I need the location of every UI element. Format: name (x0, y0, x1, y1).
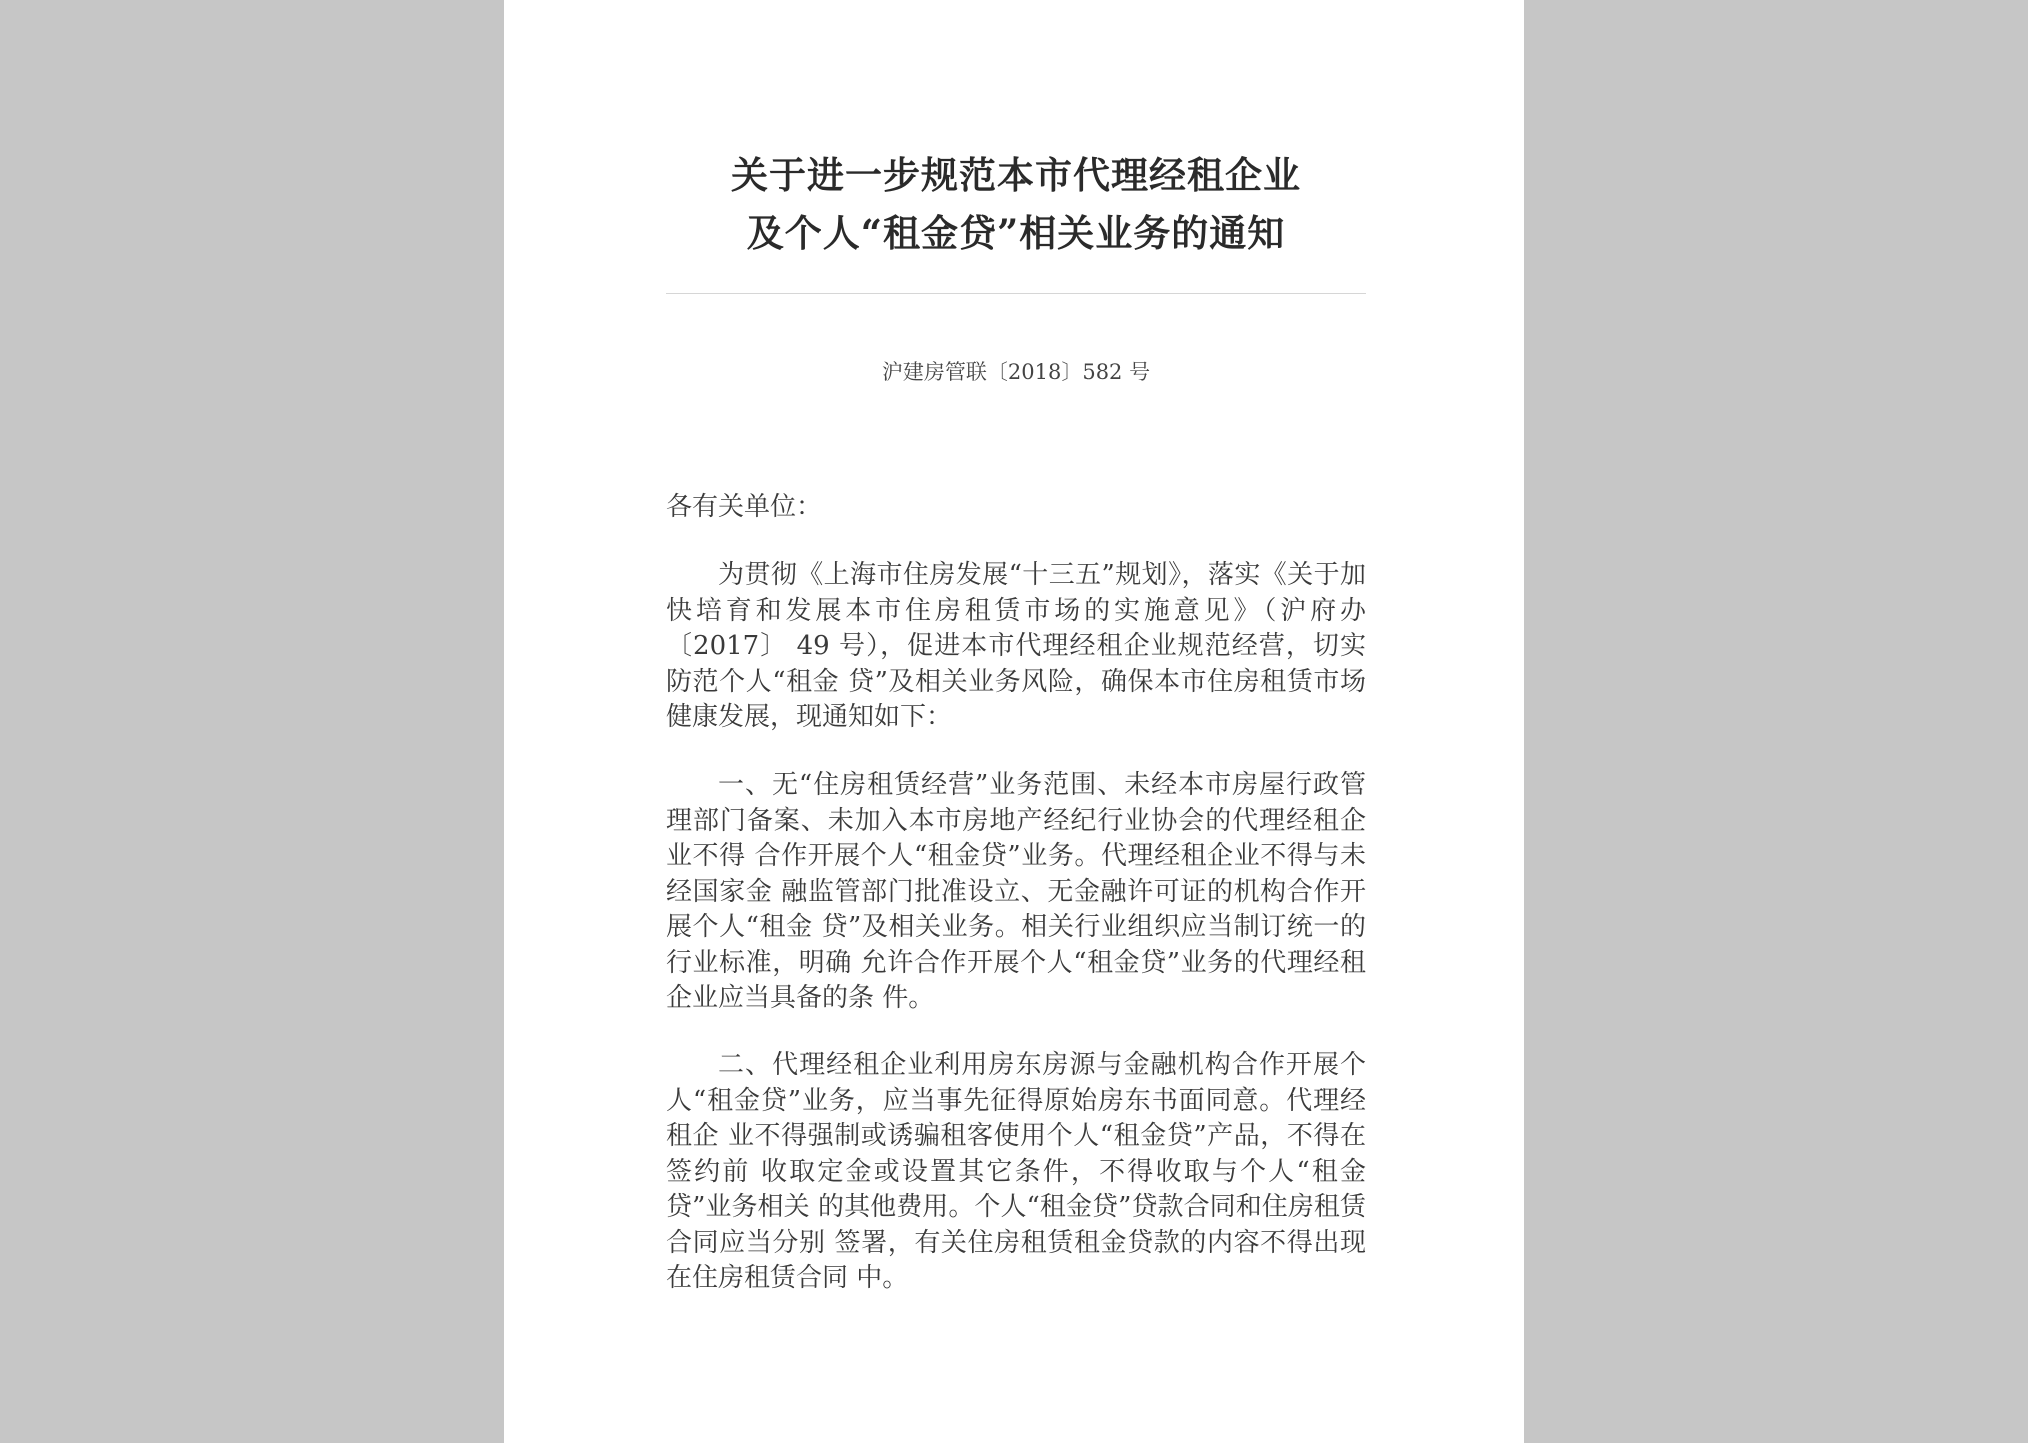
document-page (504, 0, 1524, 1443)
document-number: 沪建房管联〔2018〕582 号 (881, 360, 1151, 384)
paragraph-2: 一、无“住房租赁经营”业务范围、未经本市房屋行政管理部门备案、未加入本市房地产经纪行业协会的代理经租企业不得 合作开展个人“租金贷”业务。代理经租企业不得与未经国家金 融监管部门批准设立、无金融许可证的机构合作开展个人“租金 贷”及相关业务。相关行业组织应当制订统一的行业标准，明确 允许合作开展个人“租金贷”业务的代理经租企业应当具备的条 件。 (666, 770, 1366, 1013)
title-line-1: 关于进一步规范本市代理经租企业 (731, 153, 1301, 197)
paragraph-3: 二、代理经租企业利用房东房源与金融机构合作开展个人“租金贷”业务，应当事先征得原始房东书面同意。代理经租企 业不得强制或诱骗租客使用个人“租金贷”产品，不得在签约前 收取定金或设置其它条件，不得收取与个人“租金贷”业务相关 的其他费用。个人“租金贷”贷款合同和住房租赁合同应当分别 签署，有关住房租赁租金贷款的内容不得出现在住房租赁合同 中。 (666, 1050, 1366, 1293)
title-line-2: 及个人“租金贷”相关业务的通知 (746, 211, 1286, 255)
document-title (666, 146, 1366, 262)
title-divider (666, 293, 1366, 294)
salutation: 各有关单位： (666, 492, 823, 522)
paragraph-1: 为贯彻《上海市住房发展“十三五”规划》，落实《关于加 快培育和发展本市住房租赁市场的实施意见》（沪府办〔2017〕 49 号），促进本市代理经租企业规范经营，切实防范个人“租金 贷”及相关业务风险，确保本市住房租赁市场健康发展，现通知如下： (666, 560, 1366, 732)
